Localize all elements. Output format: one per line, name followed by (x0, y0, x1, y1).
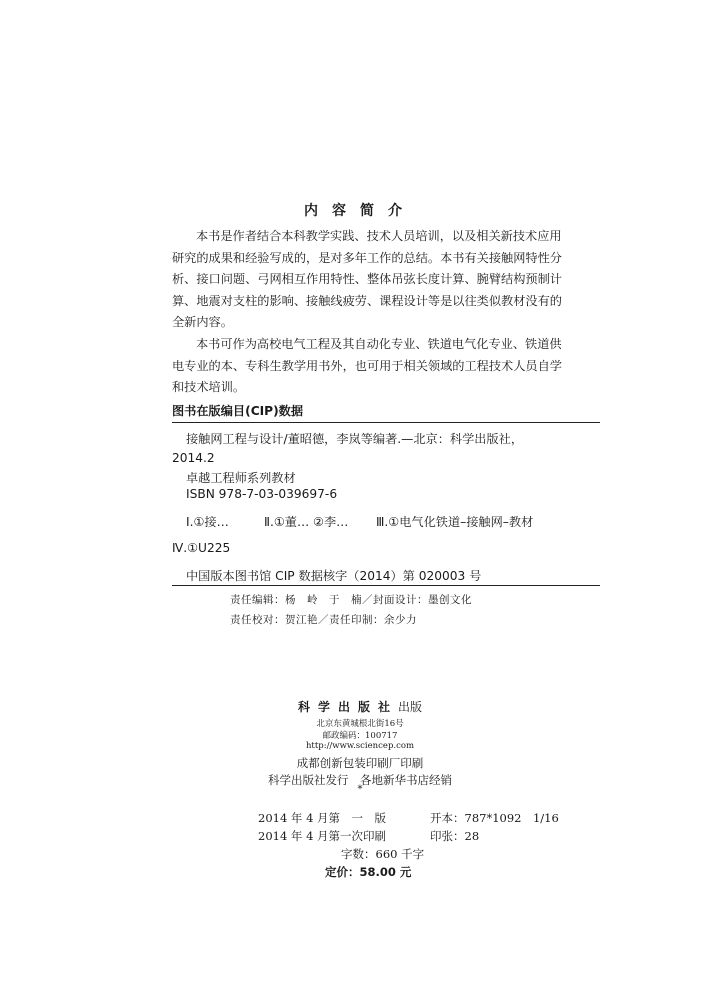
publisher-address: 北京东黄城根北街16号 (316, 719, 404, 729)
summary-line: 全新内容。 (172, 315, 233, 329)
price: 定价：58.00 元 (325, 865, 412, 879)
summary-line: 析、接口问题、弓网相互作用特性、整体吊弦长度计算、腕臂结构预制计 (172, 272, 562, 286)
separator-star: * (357, 784, 363, 795)
cip-title: 图书在版编目(CIP)数据 (172, 404, 304, 418)
publisher-name: 科学出版社 (297, 700, 398, 714)
distribution: 科学出版社发行 各地新华书店经销 (268, 773, 452, 787)
summary-line: 算、地震对支柱的影响、接触线疲劳、课程设计等是以往类似教材没有的 (172, 293, 562, 308)
summary-line: 研究的成果和经验写成的，是对多年工作的总结。本书有关接触网特性分 (172, 250, 562, 265)
publisher-suffix: 出版 (398, 700, 423, 714)
word-count: 字数：660 千字 (341, 847, 425, 861)
sheets-info: 印张：28 (430, 829, 480, 843)
summary-paragraph-1 (172, 226, 572, 334)
cip-year: 2014.2 (172, 451, 215, 465)
printer: 成都创新包装印刷厂印刷 (296, 756, 424, 770)
cip-class-1: Ⅰ.①接… (186, 515, 229, 529)
cip-series: 卓越工程师系列教材 (186, 471, 296, 485)
summary-line: 电专业的本、专科生教学用书外，也可用于相关领域的工程技术人员自学 (172, 358, 562, 373)
cip-class-2: Ⅱ.①董… ②李… (264, 515, 349, 529)
publisher-postcode: 邮政编码：100717 (322, 731, 398, 741)
editor-credits: 责任编辑：杨 岭 于 楠／封面设计：墨创文化 (230, 594, 472, 606)
cip-book-title: 接触网工程与设计/董昭德，李岚等编著.—北京：科学出版社， (186, 432, 524, 446)
cip-top-rule (172, 422, 600, 423)
edition-info: 2014 年 4 月第 一 版 (258, 811, 387, 825)
cip-bottom-rule (172, 585, 600, 586)
cip-class-3: Ⅲ.①电气化铁道–接触网–教材 (376, 515, 534, 529)
summary-line: 和技术培训。 (172, 380, 246, 394)
summary-paragraph-2 (172, 334, 572, 399)
cip-record-number: 中国版本图书馆 CIP 数据核字（2014）第 020003 号 (186, 569, 482, 583)
publisher-url: http://www.sciencep.com (305, 741, 415, 751)
printing-info: 2014 年 4 月第一次印刷 (258, 829, 387, 843)
summary-line: 本书是作者结合本科教学实践、技术人员培训，以及相关新技术应用 (196, 229, 562, 243)
cip-isbn: ISBN 978-7-03-039697-6 (186, 487, 338, 501)
summary-title: 内容简介 (304, 203, 416, 219)
proofreader-credits: 责任校对：贺江艳／责任印制：余少力 (230, 614, 417, 626)
format-info: 开本：787*1092 1/16 (430, 811, 559, 825)
cip-class-4: Ⅳ.①U225 (172, 541, 231, 555)
publisher-logo (0, 698, 720, 715)
summary-line: 本书可作为高校电气工程及其自动化专业、铁道电气化专业、铁道供 (196, 337, 562, 351)
